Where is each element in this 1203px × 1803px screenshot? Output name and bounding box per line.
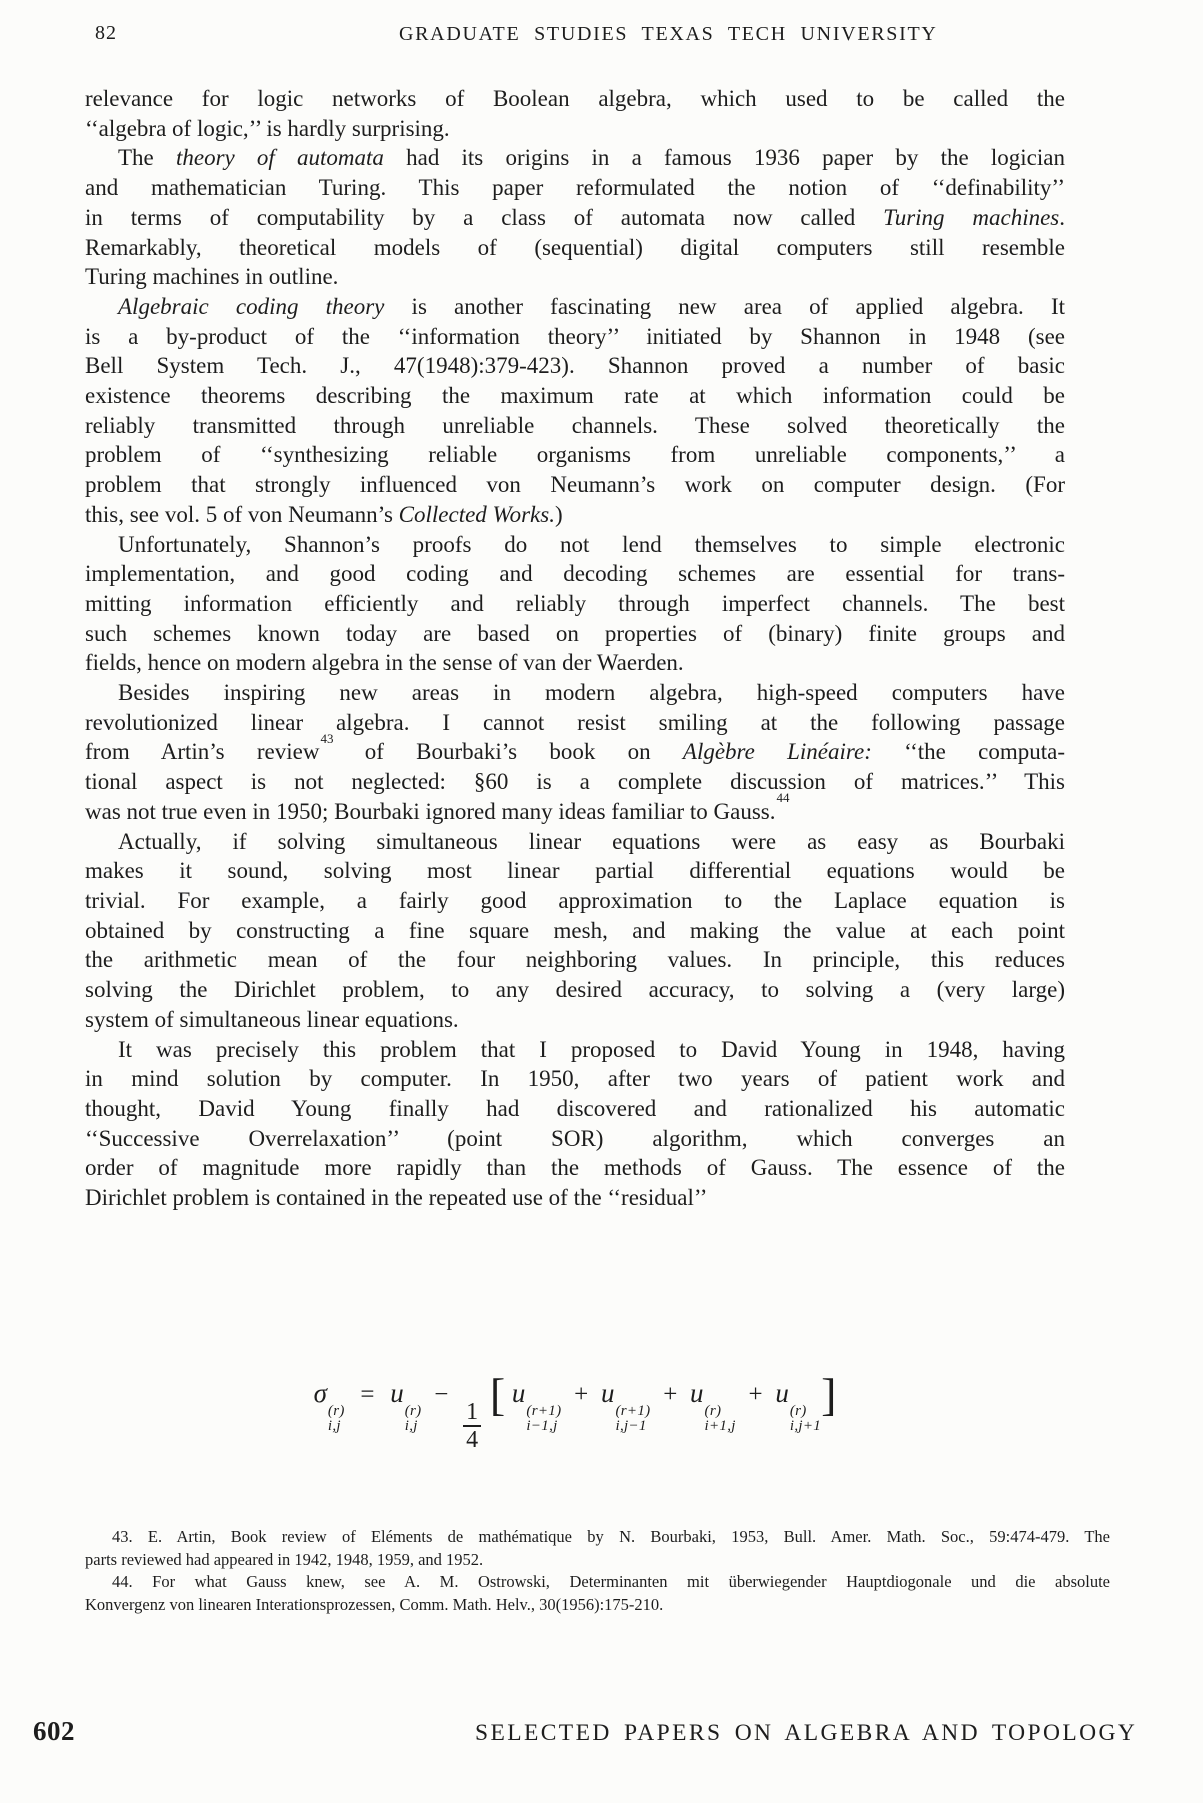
text-segment-italic: theory of automata [175,145,384,171]
footnote-44-line: Konvergenz von linearen Interationsprozessen, Comm. Math. Helv., 30(1956):175-210. [85,1594,664,1614]
subscript: i,j−1 [615,1418,647,1434]
subscript: i,j [404,1418,418,1434]
text-line [85,730,1065,767]
term1-scripts [526,1404,561,1434]
u-scripts [405,1404,422,1434]
text-line: obtained by constructing a fine square mesh, and making the value at each point [85,917,1065,943]
text-line: such schemes known today are based on properties of (binary) finite groups and [85,620,1065,646]
u-symbol: u [600,1378,615,1408]
u-symbol: u [775,1378,789,1408]
body-text [85,84,1065,1213]
text-line: the arithmetic mean of the four neighboring values. In principle, this reduces [85,947,1065,973]
text-segment: of Bourbaki’s book on [332,739,683,765]
text-line [85,500,1065,530]
text-line: fields, hence on modern algebra in the sense of van der Waerden. [85,650,684,676]
text-line: Unfortunately, Shannon’s proofs do not lend themselves to simple electronic [118,531,1065,557]
text-line: Dirichlet problem is contained in the repeated use of the ‘‘residual’’ [85,1185,708,1211]
superscript: (r) [789,1403,807,1419]
minus-sign: − [434,1381,449,1408]
sigma-scripts [328,1404,345,1434]
text-line: relevance for logic networks of Boolean algebra, which used to be called the [85,86,1065,111]
footnote-43-line: parts reviewed had appeared in 1942, 1948, 1959, and 1952. [85,1549,484,1569]
residual-equation [85,1369,1065,1453]
text-line: revolutionized linear algebra. I cannot resist smiling at the following passage [85,709,1065,735]
text-line: makes it sound, solving most linear partial differential equations would be [85,858,1065,884]
text-line: mitting information efficiently and reliably through imperfect channels. The best [85,590,1065,616]
plus-sign: + [748,1381,763,1408]
footnote-ref-44: 44 [776,790,790,806]
text-line: thought, David Young finally had discovered and rationalized his automatic [85,1095,1065,1121]
footnote-ref-43: 43 [320,730,334,746]
u-symbol: u [511,1378,526,1408]
text-line: It was precisely this problem that I proposed to David Young in 1948, having [118,1036,1065,1062]
text-segment: ‘‘the computa- [871,739,1065,765]
text-segment: in terms of computability by a class of automata now called [85,204,884,230]
text-segment: had its origins in a famous 1936 paper by the logician [383,145,1065,171]
subscript: i−1,j [526,1418,558,1434]
text-line: solving the Dirichlet problem, to any desired accuracy, to solving a (very large) [85,977,1065,1003]
footer-book-title: SELECTED PAPERS ON ALGEBRA AND TOPOLOGY [475,1720,1138,1746]
footnotes [85,1526,1110,1616]
u-symbol: u [390,1378,404,1408]
sigma-symbol: σ [313,1378,327,1408]
subscript: i,j [327,1418,341,1434]
term4-scripts [790,1404,821,1434]
text-line [85,143,1065,173]
text-line: reliably transmitted through unreliable channels. These solved theoretically the [85,412,1065,438]
plus-sign: + [663,1381,678,1408]
superscript: (r) [704,1403,722,1419]
text-line: Actually, if solving simultaneous linear equations were as easy as Bourbaki [118,828,1065,854]
paragraph [85,143,1065,292]
text-segment: . [1059,204,1066,230]
subscript: i+1,j [704,1418,736,1434]
paragraph [85,827,1065,1035]
text-segment: The [118,145,176,171]
plus-sign: + [574,1381,589,1408]
text-segment-italic: Turing machines [883,204,1060,230]
text-line: ‘‘algebra of logic,’’ is hardly surprising. [85,115,450,141]
text-line [85,203,1065,233]
text-line: Bell System Tech. J., 47(1948):379-423). Shannon proved a number of basic [85,353,1065,379]
text-line: Turing machines in outline. [85,264,339,290]
text-segment: is another fascinating new area of applied algebra. It [384,293,1065,319]
footer-page-number: 602 [33,1716,75,1746]
text-line: tional aspect is not neglected: §60 is a complete discussion of matrices.’’ This [85,769,1065,795]
paragraph [85,292,1065,530]
paragraph [85,530,1065,679]
term3-scripts [705,1404,736,1434]
footnote-43-line: 43. E. Artin, Book review of Eléments de mathématique by N. Bourbaki, 1953, Bull. Amer. Math. Soc., 59:474-479. The [112,1527,1110,1546]
numerator: 1 [466,1399,479,1425]
denominator: 4 [463,1425,481,1453]
one-quarter-fraction [463,1399,481,1453]
superscript: (r) [404,1403,422,1419]
text-line: existence theorems describing the maximum rate at which information could be [85,383,1065,409]
paragraph [85,1035,1065,1213]
text-line: problem that strongly influenced von Neumann’s work on computer design. (For [85,472,1065,498]
footnote-44-line: 44. For what Gauss knew, see A. M. Ostrowski, Determinanten mit überwiegender Hauptdiogonale und die absolute [112,1572,1110,1591]
text-segment: this, see vol. 5 of von Neumann’s [85,501,399,527]
text-line: system of simultaneous linear equations. [85,1006,459,1032]
text-line [85,790,1065,827]
header-page-number: 82 [95,22,117,44]
superscript: (r+1) [615,1403,651,1419]
text-segment-italic: Algebraic coding theory [118,293,385,319]
text-line: is a by-product of the ‘‘information theory’’ initiated by Shannon in 1948 (see [85,323,1065,349]
text-segment-italic: Algèbre Linéaire: [682,739,872,765]
text-line: trivial. For example, a fairly good approximation to the Laplace equation is [85,887,1065,913]
text-line: implementation, and good coding and decoding schemes are essential for trans- [85,561,1065,587]
text-line [85,292,1065,322]
text-segment: ) [554,501,563,527]
text-line: and mathematician Turing. This paper reformulated the notion of ‘‘definability’’ [85,175,1065,201]
superscript: (r+1) [526,1403,562,1419]
paragraph [85,84,1065,143]
text-line: in mind solution by computer. In 1950, after two years of patient work and [85,1066,1065,1092]
equals-sign: = [360,1381,375,1408]
header-running-title: GRADUATE STUDIES TEXAS TECH UNIVERSITY [399,23,938,45]
text-segment-italic: Collected Works. [398,501,555,527]
paragraph [85,678,1065,827]
left-bracket: [ [489,1369,506,1420]
text-line: ‘‘Successive Overrelaxation’’ (point SOR) algorithm, which converges an [85,1125,1065,1151]
text-line: problem of ‘‘synthesizing reliable organisms from unreliable components,’’ a [85,442,1065,468]
text-line: Remarkably, theoretical models of (sequential) digital computers still resemble [85,234,1065,260]
text-line: order of magnitude more rapidly than the methods of Gauss. The essence of the [85,1155,1065,1181]
superscript: (r) [327,1403,345,1419]
term2-scripts [615,1404,650,1434]
text-segment: from Artin’s review [85,739,320,765]
right-bracket: ] [821,1369,837,1420]
text-segment: was not true even in 1950; Bourbaki ignored many ideas familiar to Gauss. [85,798,776,824]
text-line: Besides inspiring new areas in modern algebra, high-speed computers have [118,680,1065,706]
subscript: i,j+1 [789,1418,822,1434]
u-symbol: u [690,1378,704,1408]
